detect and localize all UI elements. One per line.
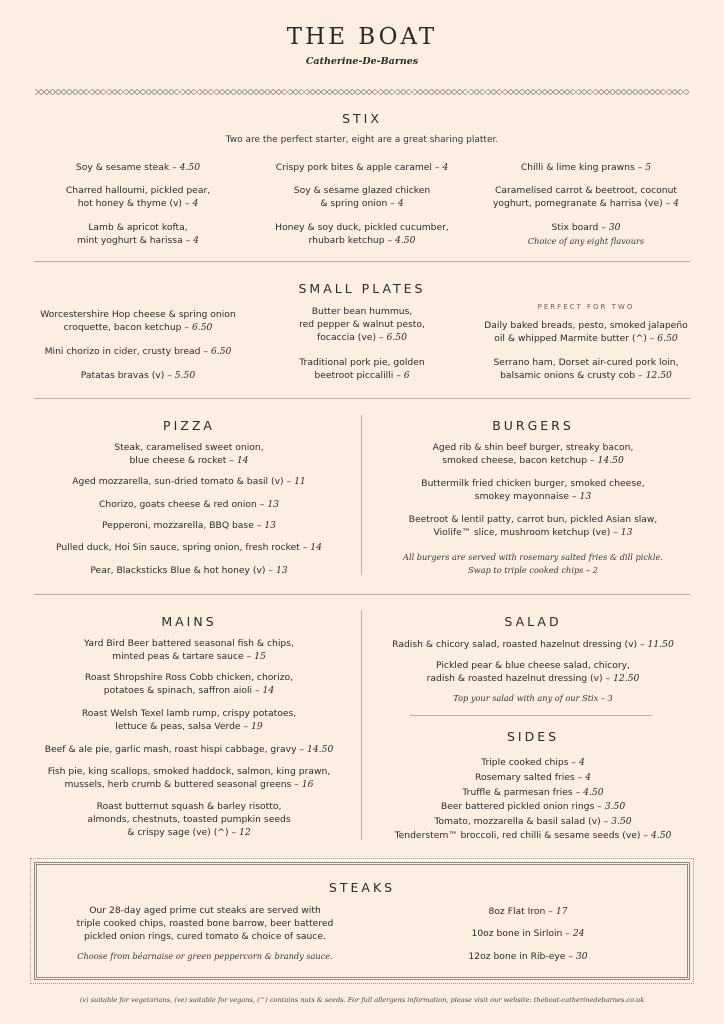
menu-item-text: mint yoghurt & harissa: [76, 235, 183, 246]
menu-item-line: [34, 564, 344, 577]
price-separator: –: [634, 162, 646, 173]
price-separator: –: [387, 198, 398, 209]
menu-item-text: Beer battered pickled onion rings: [440, 801, 595, 812]
allergen-footer-note: (v) suitable for vegetarians, (ve) suitable for vegans, (^) contains nuts & seeds. For full allergens information, please visit our website: theboat-catherinedebarnes.co.uk: [79, 996, 645, 1004]
price-separator: –: [646, 333, 658, 344]
menu-item-price: 14: [262, 685, 275, 696]
menu-item-text: Serrano ham, Dorset air-cured pork loin,: [493, 357, 679, 368]
menu-item-line: [252, 356, 472, 369]
menu-item-line: [478, 319, 694, 332]
menu-item-line: [478, 184, 694, 197]
menu-item-price: 13: [275, 565, 288, 576]
menu-item-text: Soy & sesame steak: [75, 162, 170, 173]
menu-item-price: 13: [267, 499, 280, 510]
menu-item-price: 4.50: [395, 235, 416, 246]
price-separator: –: [299, 542, 311, 553]
menu-item-text: croquette, bacon ketchup: [63, 322, 182, 333]
menu-item-line: [34, 454, 344, 467]
menu-item-line: [478, 369, 694, 382]
menu-item-line: [30, 321, 246, 334]
menu-item-text: minted peas & tartare sauce: [112, 651, 244, 662]
divider-salad-sides: [410, 715, 652, 716]
menu-item-line: [478, 221, 694, 234]
menu-item-price: 14.50: [597, 455, 624, 466]
menu-item-line: [34, 720, 344, 733]
menu-item-price: 4: [578, 757, 585, 768]
menu-item-price: 3.50: [611, 816, 632, 827]
menu-item-text: smoked cheese, bacon ketchup: [442, 455, 588, 466]
price-separator: –: [384, 235, 395, 246]
menu-item-price: 6.50: [210, 346, 232, 357]
menu-item: [478, 161, 694, 174]
price-separator: –: [594, 801, 605, 812]
menu-item-text: Roast butternut squash & barley risotto,: [96, 801, 282, 812]
price-separator: –: [265, 565, 276, 576]
menu-item-text: Traditional pork pie, golden: [299, 357, 425, 368]
menu-item: [34, 441, 344, 467]
menu-item-price: 12.50: [613, 673, 640, 684]
menu-item-price: 19: [251, 721, 263, 732]
menu-item-line: [34, 813, 344, 826]
menu-item-text: Beetroot & lentil patty, carrot bun, pickled Asian slaw,: [408, 514, 658, 525]
menu-item: [34, 564, 344, 577]
menu-item-text: Triple cooked chips: [481, 757, 569, 768]
menu-item-line: [34, 671, 344, 684]
price-separator: –: [253, 520, 265, 531]
menu-item: [34, 519, 344, 532]
menu-item-price: 13: [620, 527, 633, 538]
menu-item-line: [252, 184, 472, 197]
price-separator: –: [182, 198, 193, 209]
menu-item: [30, 369, 246, 382]
price-separator: –: [598, 222, 609, 233]
menu-item: [30, 221, 246, 247]
menu-item-line: [30, 369, 246, 382]
salad-stix-note: Top your salad with any of our Stix – 3: [453, 693, 613, 703]
menu-item-price: 30: [608, 222, 621, 233]
menu-item-price: 30: [575, 951, 588, 962]
menu-item-text: focaccia (ve): [317, 332, 377, 343]
burgers-fries-note: All burgers are served with rosemary salted fries & dill pickle.: [403, 552, 663, 562]
menu-item-line: [34, 637, 344, 650]
menu-item-line: [252, 331, 472, 344]
menu-item-text: oil & whipped Marmite butter (^): [494, 333, 647, 344]
menu-item-line: [378, 477, 688, 490]
decorative-wave-divider: [35, 89, 689, 95]
menu-item: [378, 927, 678, 940]
menu-item-line: [478, 161, 694, 174]
section-title-mains: MAINS: [161, 614, 217, 629]
stix-note: Two are the perfect starter, eight are a great sharing platter.: [225, 135, 499, 145]
menu-item-price: 5.50: [174, 370, 196, 381]
menu-item-text: Pepperoni, mozzarella, BBQ base: [101, 520, 254, 531]
divider-pizza-burgers: [34, 594, 690, 595]
menu-item-line: [478, 197, 694, 210]
menu-item-line: [378, 950, 678, 963]
menu-item: [34, 765, 344, 791]
price-separator: –: [182, 235, 194, 246]
menu-item-line: [252, 161, 472, 174]
menu-item: [378, 800, 688, 813]
menu-item-price: 14: [236, 455, 249, 466]
menu-item-price: 6.50: [657, 333, 678, 344]
menu-item: [252, 161, 472, 174]
menu-item: [252, 184, 472, 210]
menu-item-text: potatoes & spinach, saffron aioli: [103, 685, 253, 696]
menu-item-line: [378, 905, 678, 918]
menu-item-text: 10oz bone in Sirloin: [471, 928, 563, 939]
menu-item: [478, 184, 694, 210]
menu-item-line: [378, 786, 688, 799]
section-title-stix: STIX: [342, 111, 382, 126]
menu-item-price: 3.50: [604, 801, 626, 812]
menu-item-line: [478, 356, 694, 369]
menu-item-price: 6: [403, 370, 410, 381]
divider-small-plates: [34, 398, 690, 399]
menu-item-line: [252, 197, 472, 210]
menu-item-price: 4: [192, 198, 199, 209]
menu-item: [30, 184, 246, 210]
menu-item: [478, 356, 694, 382]
menu-item-text: Stix board: [551, 222, 599, 233]
menu-item-line: [378, 927, 678, 940]
menu-item-line: [30, 308, 246, 321]
menu-item-price: 24: [572, 928, 585, 939]
menu-item-line: [34, 441, 344, 454]
price-separator: –: [574, 772, 586, 783]
menu-item: [378, 950, 678, 963]
menu-item-line: [252, 234, 472, 247]
menu-item-text: Patatas bravas (v): [80, 370, 165, 381]
price-separator: –: [587, 455, 598, 466]
menu-item: [378, 477, 688, 503]
section-title-small-plates: SMALL PLATES: [298, 281, 426, 296]
divider-stix: [34, 261, 690, 262]
menu-item: [34, 707, 344, 733]
menu-item-price: 4: [585, 772, 592, 783]
price-separator: –: [252, 685, 263, 696]
menu-item: [478, 221, 694, 234]
menu-item-line: [378, 526, 688, 539]
steaks-description-line: Our 28-day aged prime cut steaks are served with: [89, 905, 321, 916]
menu-item-text: balsamic onions & crusty cob: [500, 370, 636, 381]
menu-item: [34, 637, 344, 663]
menu-item: [378, 756, 688, 769]
menu-item-price: 12.50: [645, 370, 672, 381]
menu-item-text: Aged mozzarella, sun-dried tomato & basil (v): [72, 476, 284, 487]
price-separator: –: [568, 757, 579, 768]
price-separator: –: [283, 476, 295, 487]
section-title-steaks: STEAKS: [328, 880, 396, 895]
menu-item-text: & crispy sage (ve) (^): [127, 827, 229, 838]
menu-item: [34, 541, 344, 554]
menu-item-price: 4: [193, 235, 200, 246]
menu-item-text: Pickled pear & blue cheese salad, chicory,: [436, 660, 630, 671]
menu-item-line: [30, 345, 246, 358]
menu-item-text: Pulled duck, Hoi Sin sauce, spring onion, fresh rocket: [56, 542, 300, 553]
menu-item-line: [34, 765, 344, 778]
menu-item-line: [378, 490, 688, 503]
menu-item-line: [478, 332, 694, 345]
menu-item-line: [34, 498, 344, 511]
menu-item-text: red pepper & walnut pesto,: [299, 319, 425, 330]
menu-item-text: Violife™ slice, mushroom ketchup (ve): [433, 527, 611, 538]
price-separator: –: [545, 906, 556, 917]
menu-item-text: Butter bean hummus,: [311, 306, 413, 317]
menu-item-line: [378, 815, 688, 828]
price-separator: –: [562, 928, 573, 939]
menu-item-line: [34, 743, 344, 756]
menu-item-line: [34, 778, 344, 791]
menu-item-text: Roast Welsh Texel lamb rump, crispy potatoes,: [81, 708, 297, 719]
menu-item-line: [34, 684, 344, 697]
menu-item-text: & spring onion: [320, 198, 388, 209]
price-separator: –: [600, 816, 612, 827]
menu-item-line: [378, 829, 688, 842]
restaurant-title: THE BOAT: [286, 24, 438, 50]
menu-item-text: Honey & soy duck, pickled cucumber,: [275, 222, 449, 233]
price-separator: –: [432, 162, 443, 173]
section-title-sides: SIDES: [506, 729, 560, 744]
menu-item-price: 14: [310, 542, 322, 553]
menu-item-price: 14.50: [306, 744, 334, 755]
menu-item-text: 12oz bone in Rib-eye: [468, 951, 566, 962]
price-separator: –: [610, 527, 621, 538]
price-separator: –: [169, 162, 180, 173]
menu-item-line: [252, 221, 472, 234]
menu-item-text: Buttermilk fried chicken burger, smoked cheese,: [421, 478, 645, 489]
price-separator: –: [393, 370, 404, 381]
price-separator: –: [243, 651, 255, 662]
menu-item-line: [252, 369, 472, 382]
menu-item-text: Mini chorizo in cider, crusty bread: [44, 346, 201, 357]
vertical-divider-mains: [361, 610, 362, 840]
price-separator: –: [256, 499, 268, 510]
menu-item-line: [378, 441, 688, 454]
price-separator: –: [602, 673, 614, 684]
price-separator: –: [181, 322, 192, 333]
menu-item-price: 11.50: [647, 639, 674, 650]
menu-item-line: [34, 826, 344, 839]
menu-item: [378, 815, 688, 828]
price-separator: –: [637, 639, 648, 650]
menu-item: [34, 671, 344, 697]
menu-item-line: [378, 513, 688, 526]
menu-item-line: [378, 638, 688, 651]
menu-item-price: 4.50: [583, 787, 604, 798]
menu-item-text: Tomato, mozzarella & basil salad (v): [434, 816, 601, 827]
menu-item-line: [378, 771, 688, 784]
menu-item-price: 4: [442, 162, 449, 173]
steaks-sauce-note: Choose from béarnaise or green peppercorn & brandy sauce.: [77, 951, 333, 961]
menu-item-text: Truffle & parmesan fries: [462, 787, 573, 798]
menu-item-text: beetroot piccalilli: [314, 370, 394, 381]
menu-item-line: [34, 541, 344, 554]
menu-item-line: [34, 519, 344, 532]
menu-item-text: rhubarb ketchup: [308, 235, 385, 246]
menu-item-line: [30, 234, 246, 247]
menu-item-text: Steak, caramelised sweet onion,: [114, 442, 264, 453]
price-separator: –: [291, 779, 302, 790]
price-separator: –: [572, 787, 584, 798]
menu-item-text: Yard Bird Beer battered seasonal fish & chips,: [84, 638, 294, 649]
menu-item-price: 5: [645, 162, 652, 173]
menu-item: [34, 800, 344, 839]
stix-board-note: Choice of any eight flavours: [527, 236, 645, 246]
menu-item-price: 4.50: [179, 162, 201, 173]
menu-item-price: 17: [555, 906, 568, 917]
menu-item: [478, 319, 694, 345]
menu-item: [378, 441, 688, 467]
menu-item-price: 13: [579, 491, 592, 502]
burgers-chips-swap-note: Swap to triple cooked chips – 2: [468, 565, 598, 575]
menu-item-line: [378, 454, 688, 467]
menu-item-text: Chorizo, goats cheese & red onion: [98, 499, 257, 510]
menu-item-price: 6.50: [191, 322, 213, 333]
menu-item-text: Soy & sesame glazed chicken: [293, 185, 431, 196]
restaurant-location: Catherine-De-Barnes: [305, 56, 419, 67]
menu-item-line: [34, 800, 344, 813]
menu-item: [30, 161, 246, 174]
steaks-description-line: pickled onion rings, cured tomato & choice of sauce.: [84, 931, 326, 942]
menu-item-text: Radish & chicory salad, roasted hazelnut dressing (v): [392, 639, 638, 650]
menu-item-line: [34, 707, 344, 720]
menu-item-line: [378, 672, 688, 685]
menu-item-text: Roast Shropshire Ross Cobb chicken, chorizo,: [84, 672, 294, 683]
menu-item-line: [30, 197, 246, 210]
menu-item-text: Caramelised carrot & beetroot, coconut: [494, 185, 678, 196]
menu-item-price: 12: [239, 827, 251, 838]
menu-item-text: 8oz Flat Iron: [488, 906, 546, 917]
menu-item-text: Rosemary salted fries: [474, 772, 575, 783]
vertical-divider-pizza-burgers: [361, 415, 362, 575]
menu-item-text: mussels, herb crumb & buttered seasonal greens: [64, 779, 292, 790]
menu-item-text: radish & roasted hazelnut dressing (v): [426, 673, 603, 684]
menu-item: [34, 743, 344, 756]
menu-item: [378, 829, 688, 842]
steaks-description: [50, 904, 360, 943]
menu-item-text: Beef & ale pie, garlic mash, roast hispi cabbage, gravy: [44, 744, 297, 755]
menu-item-line: [378, 756, 688, 769]
section-title-salad: SALAD: [504, 614, 562, 629]
menu-item: [378, 513, 688, 539]
menu-item-text: Pear, Blacksticks Blue & hot honey (v): [90, 565, 266, 576]
price-separator: –: [569, 491, 580, 502]
menu-item-text: Daily baked breads, pesto, smoked jalapeño: [484, 320, 688, 331]
menu-item: [378, 659, 688, 685]
section-title-burgers: BURGERS: [492, 418, 574, 433]
menu-item-text: Tenderstem™ broccoli, red chilli & sesame seeds (ve): [394, 830, 641, 841]
menu-item-text: blue cheese & rocket: [129, 455, 227, 466]
menu-item-price: 4: [397, 198, 404, 209]
price-separator: –: [296, 744, 307, 755]
menu-item-text: yoghurt, pomegranate & harrisa (ve): [492, 198, 663, 209]
menu-item-text: smokey mayonnaise: [474, 491, 570, 502]
price-separator: –: [376, 332, 387, 343]
perfect-for-two-label: PERFECT FOR TWO: [537, 303, 635, 311]
price-separator: –: [662, 198, 674, 209]
menu-item-text: Charred halloumi, pickled pear,: [65, 185, 211, 196]
menu-item-line: [30, 161, 246, 174]
price-separator: –: [240, 721, 252, 732]
menu-item-text: Fish pie, king scallops, smoked haddock, salmon, king prawn,: [47, 766, 331, 777]
menu-item: [30, 308, 246, 334]
price-separator: –: [226, 455, 237, 466]
menu-item: [34, 475, 344, 488]
menu-item-text: Lamb & apricot kofta,: [88, 222, 188, 233]
menu-item-price: 6.50: [386, 332, 407, 343]
menu-item-line: [378, 659, 688, 672]
menu-item-line: [378, 800, 688, 813]
menu-item: [252, 221, 472, 247]
menu-item-price: 13: [264, 520, 277, 531]
price-separator: –: [228, 827, 240, 838]
price-separator: –: [565, 951, 576, 962]
price-separator: –: [635, 370, 646, 381]
price-separator: –: [200, 346, 211, 357]
menu-item-line: [34, 650, 344, 663]
menu-item-price: 11: [294, 476, 306, 487]
section-title-pizza: PIZZA: [163, 418, 215, 433]
menu-item-text: lettuce & peas, salsa Verde: [115, 721, 241, 732]
menu-item-line: [252, 305, 472, 318]
price-separator: –: [164, 370, 175, 381]
menu-item-text: almonds, chestnuts, toasted pumpkin seeds: [87, 814, 291, 825]
menu-item-price: 4: [673, 198, 680, 209]
menu-item-text: Chilli & lime king prawns: [520, 162, 635, 173]
menu-item: [378, 905, 678, 918]
menu-item: [34, 498, 344, 511]
price-separator: –: [640, 830, 651, 841]
menu-item-line: [34, 475, 344, 488]
menu-item-price: 16: [301, 779, 314, 790]
menu-item-price: 4.50: [650, 830, 672, 841]
menu-item: [252, 305, 472, 344]
menu-item-price: 15: [254, 651, 266, 662]
menu-item: [252, 356, 472, 382]
menu-item: [378, 638, 688, 651]
menu-item-text: hot honey & thyme (v): [77, 198, 183, 209]
menu-item-text: Crispy pork bites & apple caramel: [275, 162, 432, 173]
menu-item-line: [252, 318, 472, 331]
steaks-description-line: triple cooked chips, roasted bone barrow, beer battered: [76, 918, 334, 929]
menu-item: [378, 771, 688, 784]
menu-item-text: Aged rib & shin beef burger, streaky bacon,: [432, 442, 634, 453]
menu-item: [378, 786, 688, 799]
menu-item-line: [30, 184, 246, 197]
menu-item-text: Worcestershire Hop cheese & spring onion: [40, 309, 236, 320]
menu-item-line: [30, 221, 246, 234]
menu-item: [30, 345, 246, 358]
